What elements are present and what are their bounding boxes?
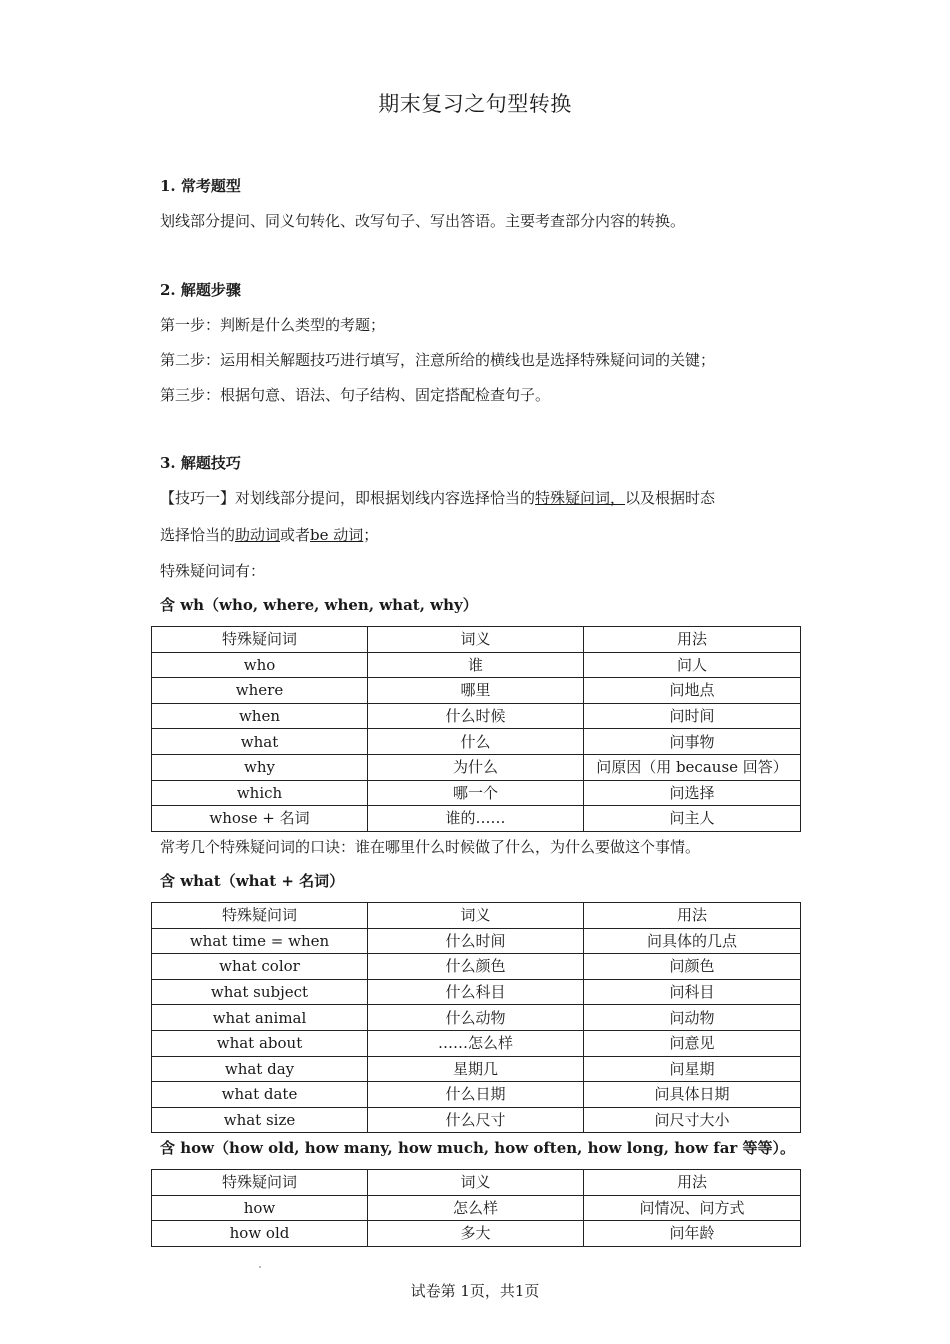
- table-cell: 问原因（用 because 回答）: [584, 754, 801, 780]
- table-header-cell: 词义: [368, 903, 584, 929]
- table-row: [152, 979, 801, 1005]
- table-row: [152, 954, 801, 980]
- table-cell: what color: [152, 954, 368, 980]
- table-cell: 什么: [368, 729, 584, 755]
- section-2-heading: 2. 解题步骤: [160, 281, 241, 299]
- how-heading: 含 how（how old, how many, how much, how often, how long, how far 等等）。: [160, 1139, 796, 1157]
- table-cell: whose + 名词: [152, 806, 368, 832]
- table-row: [152, 703, 801, 729]
- list-intro: 特殊疑问词有：: [160, 562, 266, 580]
- table-cell: 问人: [584, 652, 801, 678]
- table-cell: 问动物: [584, 1005, 801, 1031]
- what-heading: 含 what（what + 名词）: [160, 872, 345, 890]
- table-row: [152, 754, 801, 780]
- wh-heading: 含 wh（who, where, when, what, why）: [160, 596, 478, 614]
- section-3-heading: 3. 解题技巧: [160, 454, 241, 472]
- section-1-heading: 1. 常考题型: [160, 177, 241, 195]
- table-header-cell: 特殊疑问词: [152, 1170, 368, 1196]
- table-cell: 问地点: [584, 678, 801, 704]
- table-row: [152, 780, 801, 806]
- table-header-cell: 用法: [584, 627, 801, 653]
- table-cell: 星期几: [368, 1056, 584, 1082]
- table-row: [152, 1082, 801, 1108]
- table-row: [152, 806, 801, 832]
- how-table: [151, 1169, 801, 1247]
- tip-1-line-1: [160, 487, 715, 508]
- table-cell: why: [152, 754, 368, 780]
- table-row: [152, 1195, 801, 1221]
- table-cell: what size: [152, 1107, 368, 1133]
- table-row: [152, 1107, 801, 1133]
- table-cell: ……怎么样: [368, 1030, 584, 1056]
- table-cell: how old: [152, 1221, 368, 1247]
- table-cell: 问主人: [584, 806, 801, 832]
- table-row: [152, 1005, 801, 1031]
- table-header-cell: 用法: [584, 903, 801, 929]
- table-cell: 多大: [368, 1221, 584, 1247]
- table-cell: 问意见: [584, 1030, 801, 1056]
- table-cell: 怎么样: [368, 1195, 584, 1221]
- table-cell: what about: [152, 1030, 368, 1056]
- section-1-text: 划线部分提问、同义句转化、改写句子、写出答语。主要考查部分内容的转换。: [160, 212, 686, 230]
- table-row: [152, 1030, 801, 1056]
- table-cell: 谁的……: [368, 806, 584, 832]
- table-cell: what subject: [152, 979, 368, 1005]
- what-table: [151, 902, 801, 1133]
- table-cell: what: [152, 729, 368, 755]
- table-cell: 什么颜色: [368, 954, 584, 980]
- table-cell: 问选择: [584, 780, 801, 806]
- table-cell: 问年龄: [584, 1221, 801, 1247]
- table-cell: 问颜色: [584, 954, 801, 980]
- table-cell: 什么时候: [368, 703, 584, 729]
- table-cell: 问尺寸大小: [584, 1107, 801, 1133]
- tip-1-underlined-aux-verb: 助动词: [235, 526, 281, 544]
- tip-1-line-2: [160, 524, 378, 545]
- table-cell: 谁: [368, 652, 584, 678]
- tip-1-line-2-prefix: 选择恰当的: [160, 526, 236, 544]
- step-3: 第三步：根据句意、语法、句子结构、固定搭配检查句子。: [160, 386, 551, 404]
- tip-1-or: 或者: [280, 526, 311, 544]
- table-header-cell: 特殊疑问词: [152, 903, 368, 929]
- table-header-row: [152, 627, 801, 653]
- tip-1-mid: 以及根据时态: [625, 489, 716, 507]
- table-cell: 问科目: [584, 979, 801, 1005]
- table-row: [152, 678, 801, 704]
- table-header-cell: 词义: [368, 1170, 584, 1196]
- page-footer: 试卷第 1页，共1页: [410, 1282, 540, 1300]
- table-row: [152, 1221, 801, 1247]
- table-cell: where: [152, 678, 368, 704]
- table-cell: what animal: [152, 1005, 368, 1031]
- table-cell: 什么时间: [368, 928, 584, 954]
- table-cell: 什么动物: [368, 1005, 584, 1031]
- table-cell: 哪一个: [368, 780, 584, 806]
- table-cell: 问事物: [584, 729, 801, 755]
- page-title: 期末复习之句型转换: [378, 92, 572, 116]
- table-header-cell: 词义: [368, 627, 584, 653]
- table-row: [152, 1056, 801, 1082]
- table-cell: what day: [152, 1056, 368, 1082]
- table-header-cell: 用法: [584, 1170, 801, 1196]
- table-header-row: [152, 903, 801, 929]
- table-cell: what time = when: [152, 928, 368, 954]
- step-2: 第二步：运用相关解题技巧进行填写，注意所给的横线也是选择特殊疑问词的关键；: [160, 351, 716, 369]
- table-header-cell: 特殊疑问词: [152, 627, 368, 653]
- table-cell: which: [152, 780, 368, 806]
- mnemonic-text: 常考几个特殊疑问词的口诀：谁在哪里什么时候做了什么，为什么要做这个事情。: [160, 838, 701, 856]
- table-cell: 什么尺寸: [368, 1107, 584, 1133]
- table-cell: 为什么: [368, 754, 584, 780]
- wh-table: [151, 626, 801, 832]
- table-row: [152, 652, 801, 678]
- table-row: [152, 729, 801, 755]
- table-cell: how: [152, 1195, 368, 1221]
- table-cell: 问具体日期: [584, 1082, 801, 1108]
- table-header-row: [152, 1170, 801, 1196]
- tip-1-end: ；: [363, 526, 379, 544]
- table-cell: when: [152, 703, 368, 729]
- tip-1-underlined-wh-word: 特殊疑问词，: [535, 489, 626, 507]
- step-1: 第一步：判断是什么类型的考题；: [160, 316, 386, 334]
- table-cell: 问星期: [584, 1056, 801, 1082]
- table-cell: 问时间: [584, 703, 801, 729]
- table-row: [152, 928, 801, 954]
- tip-1-prefix: 【技巧一】对划线部分提问，即根据划线内容选择恰当的: [160, 489, 536, 507]
- table-cell: 问情况、问方式: [584, 1195, 801, 1221]
- table-cell: 什么科目: [368, 979, 584, 1005]
- stray-mark: [259, 1266, 261, 1268]
- table-cell: 什么日期: [368, 1082, 584, 1108]
- table-cell: what date: [152, 1082, 368, 1108]
- table-cell: who: [152, 652, 368, 678]
- tip-1-underlined-be-verb: be 动词: [310, 526, 364, 544]
- table-cell: 问具体的几点: [584, 928, 801, 954]
- table-cell: 哪里: [368, 678, 584, 704]
